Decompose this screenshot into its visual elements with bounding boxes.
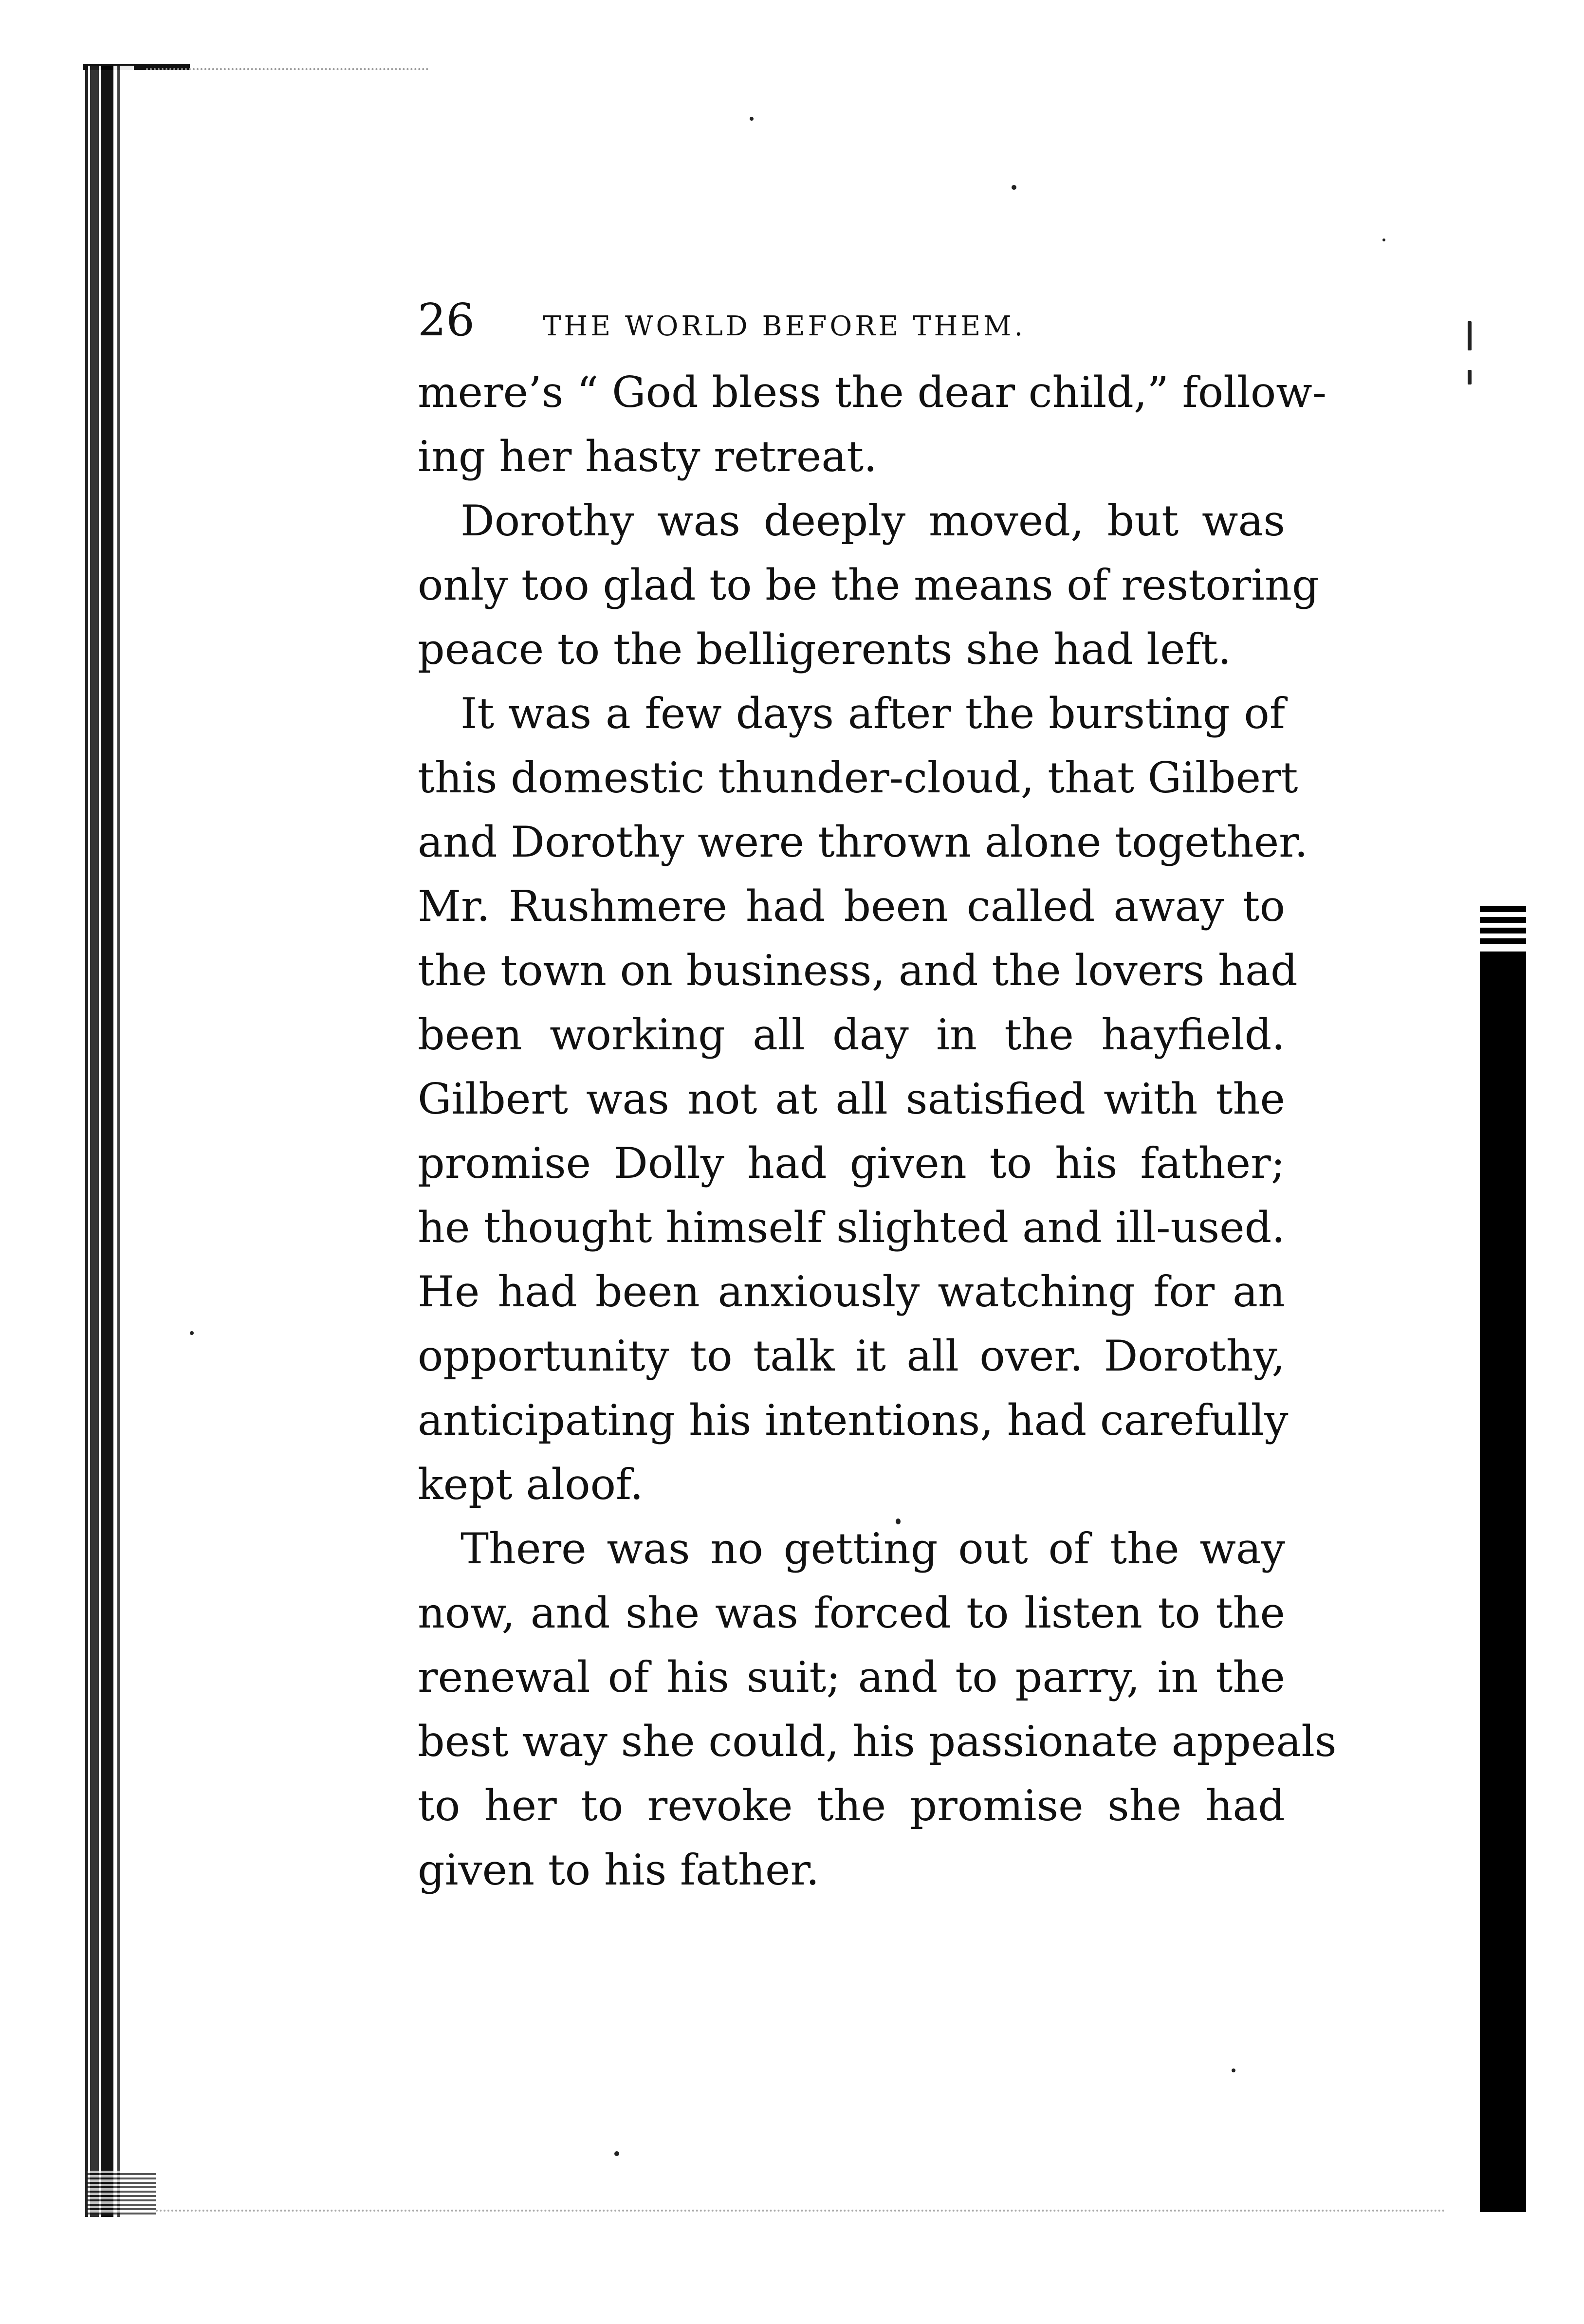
text-line: he thought himself slighted and ill-used.	[418, 1203, 1285, 1252]
book-page	[418, 294, 1337, 1902]
scan-mark-bottom	[156, 2210, 1446, 2212]
text-line: best way she could, his passionate appeals	[418, 1717, 1337, 1766]
page-number: 26	[418, 294, 475, 346]
text-line: renewal of his suit; and to parry, in the	[418, 1652, 1285, 1702]
text-line: the town on business, and the lovers had	[418, 946, 1298, 995]
text-line: this domestic thunder-cloud, that Gilbert	[418, 753, 1298, 803]
page-edge-marks	[1480, 905, 1526, 944]
scan-mark-top	[146, 68, 428, 70]
binding-edge-foot	[88, 2171, 156, 2214]
text-line: Mr. Rushmere had been called away to	[418, 881, 1285, 931]
text-line: mere’s “ God bless the dear child,” follow-	[418, 367, 1327, 417]
speck	[190, 1331, 194, 1335]
text-line: Gilbert was not at all satisfied with the	[418, 1074, 1285, 1124]
running-head	[418, 294, 1285, 351]
text-line: anticipating his intentions, had carefully	[418, 1395, 1289, 1445]
speck	[1468, 321, 1472, 350]
text-line: given to his father.	[418, 1845, 820, 1895]
text-line: Dorothy was deeply moved, but was	[460, 496, 1285, 546]
text-line: There was no getting out of the way	[460, 1524, 1285, 1574]
page-edge-bar	[1480, 952, 1526, 2212]
speck	[750, 117, 754, 121]
text-line: to her to revoke the promise she had	[418, 1781, 1285, 1830]
speck	[614, 2151, 619, 2156]
speck	[1468, 370, 1472, 384]
text-line: and Dorothy were thrown alone together.	[418, 817, 1308, 867]
running-title: THE WORLD BEFORE THEM.	[543, 311, 1026, 342]
body-text	[418, 360, 1337, 1902]
text-line: peace to the belligerents she had left.	[418, 624, 1232, 674]
text-line: now, and she was forced to listen to the	[418, 1588, 1285, 1638]
text-line: been working all day in the hayfield.	[418, 1010, 1285, 1060]
text-line: kept aloof.	[418, 1460, 644, 1509]
speck	[1012, 185, 1016, 190]
text-line: only too glad to be the means of restoring	[418, 560, 1319, 610]
binding-edge	[85, 66, 134, 2217]
speck	[1232, 2068, 1235, 2072]
text-line: ing her hasty retreat.	[418, 432, 877, 481]
text-line: promise Dolly had given to his father;	[418, 1138, 1285, 1188]
text-line: opportunity to talk it all over. Dorothy,	[418, 1331, 1285, 1381]
text-line: It was a few days after the bursting of	[460, 689, 1285, 738]
text-line: He had been anxiously watching for an	[418, 1267, 1285, 1317]
speck	[1382, 238, 1385, 241]
